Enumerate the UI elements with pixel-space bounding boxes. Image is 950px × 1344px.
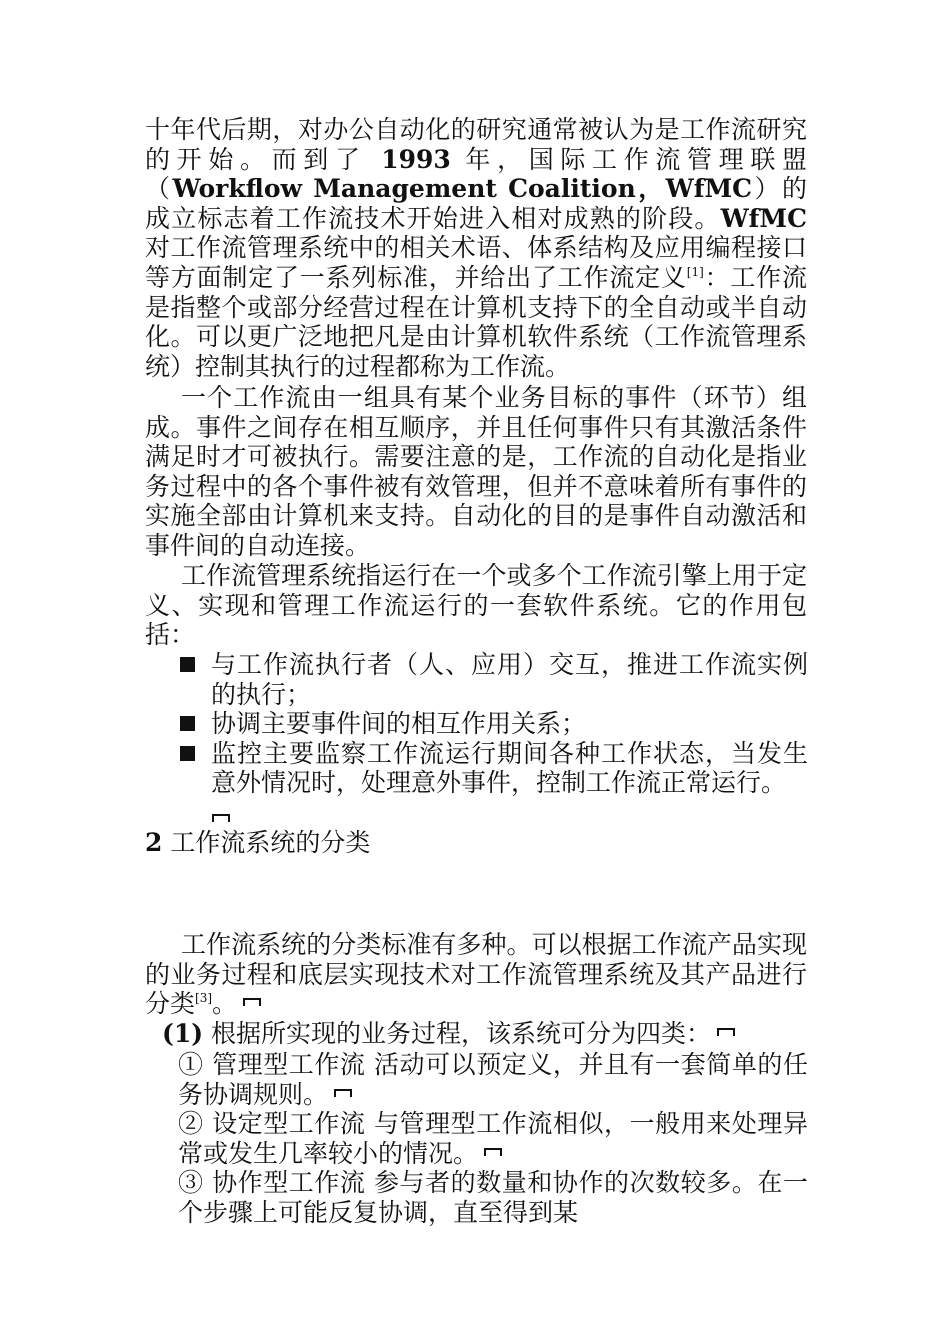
reference-1: [1] — [686, 264, 704, 279]
edit-mark-icon — [334, 1089, 352, 1097]
para1-text-c: ）的成立标志着工作流技术开始进入相对成熟的阶段。 — [145, 174, 807, 233]
paragraph-workflow-history — [145, 115, 807, 381]
paragraph-workflow-definition: 一个工作流由一组具有某个业务目标的事件（环节）组成。事件之间存在相互顺序，并且任何事件只有其激活条件满足时才可被执行。需要注意的是，工作流的自动化是指业务过程中的各个事件被有效管理，但并不意味着所有事件的实施全部由计算机来支持。自动化的目的是事件自动激活和事件间的自动连接。 — [145, 383, 807, 560]
sub1-label: (1) — [162, 1019, 204, 1048]
para1-text-d: 对工作流管理系统中的相关术语、体系结构及应用编程接口等方面制定了一系列标准，并给出了工作流定义 — [145, 233, 807, 292]
bullet-text: 与工作流执行者（人、应用）交互，推进工作流实例的执行； — [211, 650, 808, 709]
section-heading — [145, 828, 370, 858]
list-item-admin-workflow — [178, 1050, 808, 1109]
list-item — [178, 650, 808, 709]
item-text: ① 管理型工作流 活动可以预定义，并且有一套简单的任务协调规则。 — [178, 1050, 808, 1109]
bullet-list — [178, 650, 808, 798]
para4-text: 工作流系统的分类标准有多种。可以根据工作流产品实现的业务过程和底层实现技术对工作流管理系统及其产品进行分类 — [145, 930, 807, 1019]
para1-year: 1993 — [381, 144, 451, 174]
edit-mark-icon — [243, 998, 261, 1006]
para1-text-b: 年，国际工作流管理联盟（ — [145, 144, 807, 204]
sub1-text: 根据所实现的业务过程，该系统可分为四类： — [203, 1019, 712, 1048]
para4-end: 。 — [212, 989, 238, 1019]
list-item-collaborative-workflow: ③ 协作型工作流 参与者的数量和协作的次数较多。在一个步骤上可能反复协调，直至得到某 — [178, 1168, 808, 1227]
para1-text-e: ：工作流是指整个或部分经营过程在计算机支持下的全自动或半自动化。可以更广泛地把凡是由计算机软件系统（工作流管理系统）控制其执行的过程都称为工作流。 — [145, 262, 807, 381]
heading-title: 工作流系统的分类 — [162, 828, 371, 857]
heading-number: 2 — [145, 828, 163, 857]
item-text: ② 设定型工作流 与管理型工作流相似，一般用来处理异常或发生几率较小的情况。 — [178, 1109, 808, 1168]
list-item-adhoc-workflow — [178, 1109, 808, 1168]
edit-mark-icon — [717, 1028, 735, 1036]
bullet-text: 监控主要监察工作流运行期间各种工作状态，当发生意外情况时，处理意外事件，控制工作流正常运行。 — [211, 738, 808, 798]
paragraph-wfms-role: 工作流管理系统指运行在一个或多个工作流引擎上用于定义、实现和管理工作流运行的一套软件系统。它的作用包括： — [145, 561, 807, 650]
sub-heading-business-process — [162, 1019, 812, 1049]
square-bullet-icon — [180, 657, 195, 672]
bullet-text: 协调主要事件间的相互作用关系； — [211, 709, 587, 739]
list-item — [178, 709, 808, 739]
para1-text-a: 十年代后期，对办公自动化的研究通常被认为是工作流研究的开始。而到了 — [145, 115, 807, 174]
list-item — [178, 739, 808, 798]
edit-mark-icon — [212, 814, 230, 822]
para1-org-name: Workflow Management Coalition，WfMC — [172, 174, 753, 204]
square-bullet-icon — [180, 746, 195, 761]
para1-org-abbr: WfMC — [720, 203, 807, 233]
square-bullet-icon — [180, 716, 195, 731]
edit-mark-icon — [484, 1148, 502, 1156]
reference-3: [3] — [195, 991, 213, 1006]
paragraph-classification — [145, 930, 807, 1019]
